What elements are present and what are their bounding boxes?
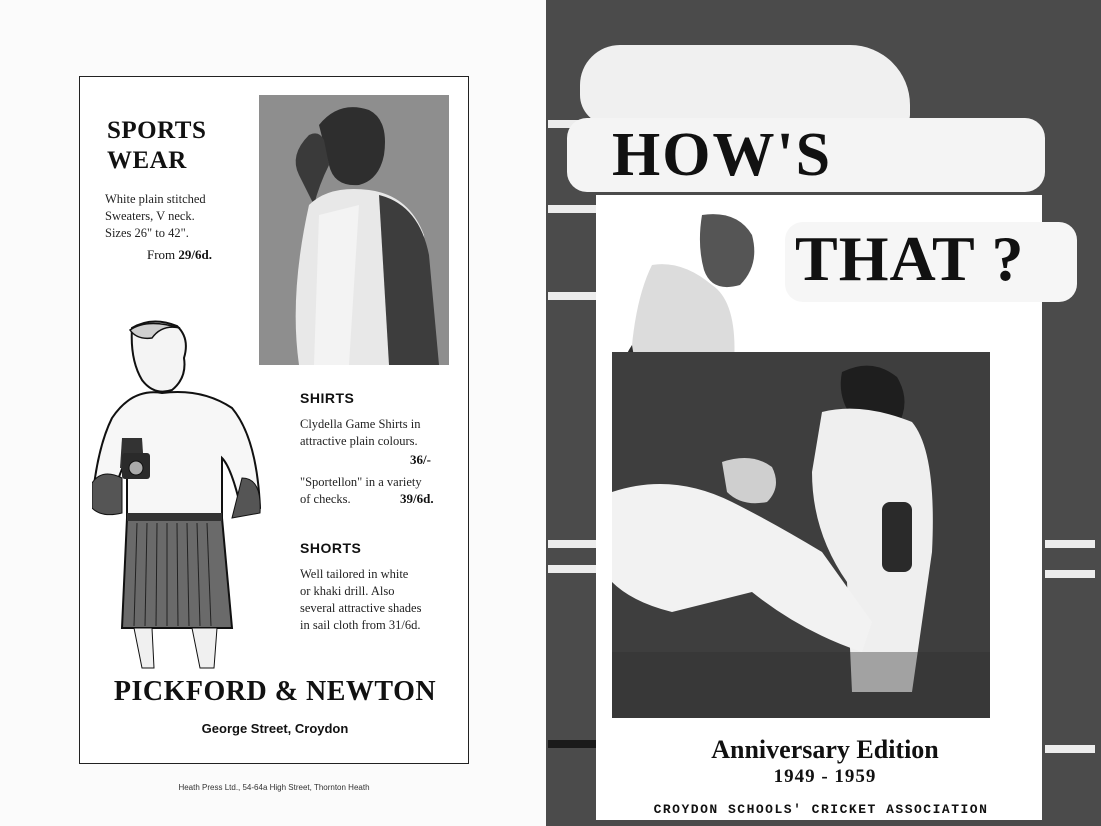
sports-wear-price-value: 29/6d. — [178, 247, 213, 262]
sports-wear-price — [147, 247, 212, 263]
shorts-heading: SHORTS — [300, 540, 362, 556]
cricket-batsman-photo — [612, 352, 990, 718]
cover-stripe — [548, 292, 596, 300]
shorts-text-line4: in sail cloth from 31/6d. — [300, 618, 421, 632]
edition-title: Anniversary Edition — [711, 735, 939, 764]
sports-wear-desc-line3: Sizes 26" to 42". — [105, 226, 189, 240]
cover-stripe — [1045, 570, 1095, 578]
shirts-text-line4: of checks. — [300, 492, 351, 506]
cover-stripe — [548, 740, 596, 748]
shirts-text-line1: Clydella Game Shirts in — [300, 417, 421, 431]
shirts-text-line3: "Sportellon" in a variety — [300, 475, 422, 489]
cover-stripe — [548, 565, 596, 573]
shirts-price2: 39/6d. — [400, 491, 434, 506]
brand-address: George Street, Croydon — [201, 721, 349, 736]
cover-stripe — [1045, 540, 1095, 548]
shorts-text-line2: or khaki drill. Also — [300, 584, 395, 598]
camera-man-illustration — [92, 318, 272, 670]
cover-cloud-shape — [580, 45, 910, 125]
printer-credit: Heath Press Ltd., 54-64a High Street, Thornton Heath — [178, 783, 370, 792]
sports-wear-desc-line1: White plain stitched — [105, 192, 206, 206]
shirts-text-line2: attractive plain colours. — [300, 434, 418, 448]
shorts-text-line1: Well tailored in white — [300, 567, 409, 581]
cover-title-line1: HOW'S — [612, 121, 833, 189]
cover-stripe — [548, 540, 596, 548]
sweater-model-photo — [259, 95, 449, 365]
edition-years: 1949 - 1959 — [773, 766, 877, 787]
shirts-price1: 36/- — [410, 452, 431, 467]
cover-title-line2: THAT ? — [795, 223, 1025, 294]
association-name: CROYDON SCHOOLS' CRICKET ASSOCIATION — [653, 802, 989, 817]
brand-name: PICKFORD & NEWTON — [113, 676, 437, 707]
cover-stripe — [548, 205, 596, 213]
shorts-text-line3: several attractive shades — [300, 601, 422, 615]
sports-wear-price-prefix: From — [147, 247, 176, 262]
shirts-text-block1 — [300, 416, 442, 450]
sports-wear-title-line1: SPORTS — [107, 117, 207, 144]
sports-wear-title-line2: WEAR — [107, 147, 187, 174]
sports-wear-desc-line2: Sweaters, V neck. — [105, 209, 195, 223]
cover-stripe — [1045, 745, 1095, 753]
shirts-heading: SHIRTS — [300, 390, 355, 406]
sports-wear-title — [107, 116, 206, 176]
shorts-text — [300, 566, 442, 634]
sports-wear-description — [105, 191, 235, 242]
